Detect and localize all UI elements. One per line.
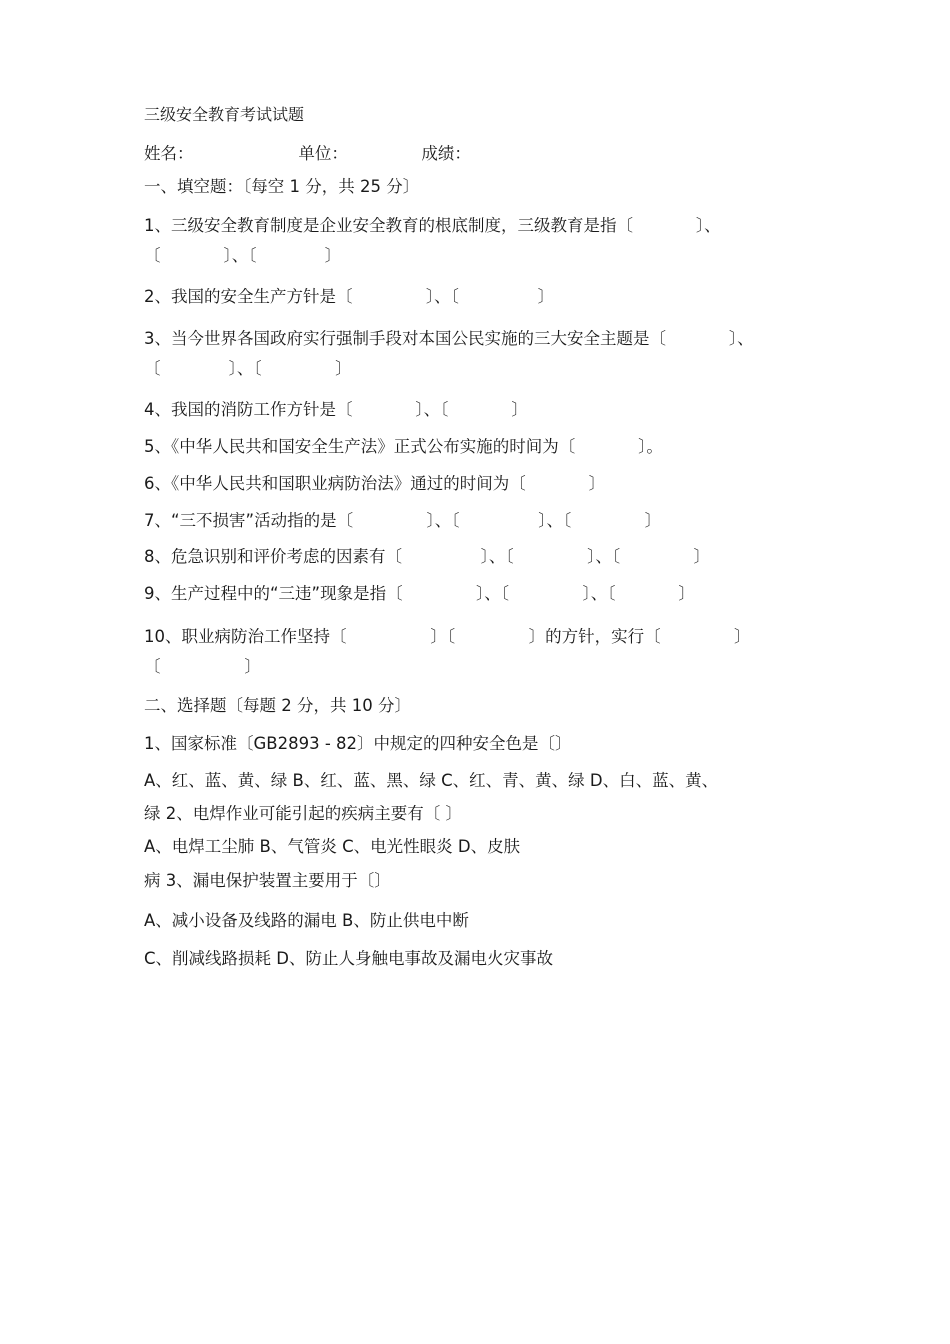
question-4: 4、我国的消防工作方针是〔 〕、〔 〕 xyxy=(144,400,528,419)
question-10-line-2: 〔 〕 xyxy=(144,657,261,676)
question-1-line-1: 1、三级安全教育制度是企业安全教育的根底制度，三级教育是指〔 〕、 xyxy=(144,216,721,235)
question-1-line-2: 〔 〕、〔 〕 xyxy=(144,246,342,265)
question-9: 9、生产过程中的“三违”现象是指〔 〕、〔 〕、〔 〕 xyxy=(144,584,695,603)
choice-1-options-line-2: 绿 2、电焊作业可能引起的疾病主要有〔 〕 xyxy=(144,804,462,823)
exam-title: 三级安全教育考试试题 xyxy=(144,105,305,124)
choice-question-1: 1、国家标准〔GB2893 - 82〕中规定的四种安全色是〔〕 xyxy=(144,734,572,753)
choice-2-options: A、电焊工尘肺 B、气管炎 C、电光性眼炎 D、皮肤 xyxy=(144,837,521,856)
choice-1-options-line-1: A、红、蓝、黄、绿 B、红、蓝、黑、绿 C、红、青、黄、绿 D、白、蓝、黄、 xyxy=(144,771,719,790)
question-6: 6、《中华人民共和国职业病防治法》通过的时间为〔 〕 xyxy=(144,474,606,493)
question-10-line-1: 10、职业病防治工作坚持〔 〕〔 〕的方针，实行〔 〕 xyxy=(144,627,751,646)
question-7: 7、“三不损害”活动指的是〔 〕、〔 〕、〔 〕 xyxy=(144,511,662,530)
question-2: 2、我国的安全生产方针是〔 〕、〔 〕 xyxy=(144,287,555,306)
header-fields: 姓名： 单位： 成绩： xyxy=(144,144,471,163)
question-5: 5、《中华人民共和国安全生产法》正式公布实施的时间为〔 〕。 xyxy=(144,437,663,456)
choice-3-options-line-2: C、削减线路损耗 D、防止人身触电事故及漏电火灾事故 xyxy=(144,949,553,968)
question-3-line-2: 〔 〕、〔 〕 xyxy=(144,359,352,378)
choice-3-options-line-1: A、减小设备及线路的漏电 B、防止供电中断 xyxy=(144,911,469,930)
question-8: 8、危急识别和评价考虑的因素有〔 〕、〔 〕、〔 〕 xyxy=(144,547,711,566)
section2-heading: 二、选择题〔每题 2 分，共 10 分〕 xyxy=(144,696,411,715)
choice-2-tail: 病 3、漏电保护装置主要用于〔〕 xyxy=(144,871,391,890)
section1-heading: 一、填空题：〔每空 1 分，共 25 分〕 xyxy=(144,177,420,196)
question-3-line-1: 3、当今世界各国政府实行强制手段对本国公民实施的三大安全主题是〔 〕、 xyxy=(144,329,754,348)
